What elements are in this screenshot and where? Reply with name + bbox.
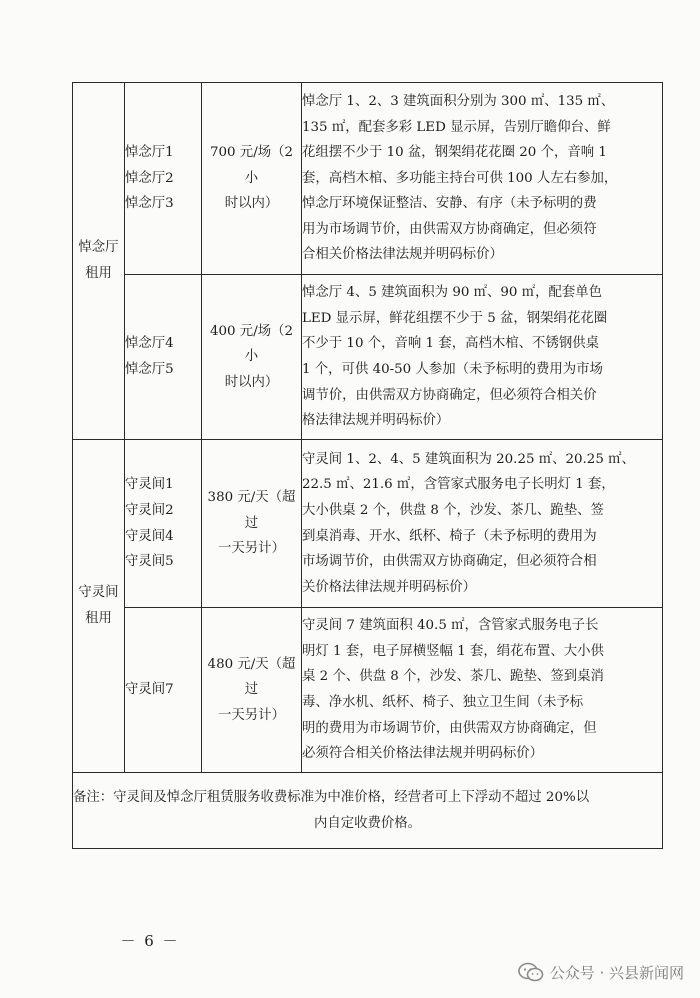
note-row	[73, 773, 663, 849]
watermark	[518, 957, 684, 987]
table-row	[73, 608, 663, 773]
description-cell: 守灵间 1、2、4、5 建筑面积为 20.25 ㎡、20.25 ㎡、 22.5 ㎡、21.6 ㎡，含管家式服务电子长明灯 1 套， 大小供桌 2 个，供盘 8 个，沙发、茶几、跪垫、签 到桌消毒、开水、纸杯、椅子（未予标明的费用为 市场调节价，由供需双方协商确定，但必须符合相 关价格法律法规并明码标价）	[302, 440, 663, 608]
table-row	[73, 275, 663, 440]
hall-names-cell: 守灵间7	[125, 608, 202, 773]
hall-names-cell: 守灵间1 守灵间2 守灵间4 守灵间5	[125, 440, 202, 608]
description-cell: 悼念厅 4、5 建筑面积为 90 ㎡、90 ㎡，配套单色 LED 显示屏，鲜花组摆不少于 5 盆，钢架绢花花圈 不少于 10 个，音响 1 套，高档木棺、不锈钢供桌 1 个，可供 40-50 人参加（未予标明的费用为市场 调节价，由供需双方协商确定，但必须符合相关价 格法律法规并明码标价）	[302, 275, 663, 440]
price-cell: 480 元/天（超过 一天另计）	[202, 608, 302, 773]
table-row	[73, 83, 663, 275]
note-cell: 备注：守灵间及悼念厅租赁服务收费标准为中准价格，经营者可上下浮动不超过 20%以 内自定收费价格。	[73, 773, 663, 849]
price-cell: 700 元/场（2 小 时以内）	[202, 83, 302, 275]
table-row	[73, 440, 663, 608]
description-cell: 悼念厅 1、2、3 建筑面积分别为 300 ㎡、135 ㎡、 135 ㎡，配套多彩 LED 显示屏，告别厅瞻仰台、鲜 花组摆不少于 10 盆，钢架绢花花圈 20 个，音响 1 套，高档木棺、多功能主持台可供 100 人左右参加， 悼念厅环境保证整洁、安静、有序（未予标明的费 用为市场调节价，由供需双方协商确定，但必须符 合相关价格法律法规并明码标价）	[302, 83, 663, 275]
page-number: － 6 －	[120, 932, 180, 950]
price-cell: 380 元/天（超过 一天另计）	[202, 440, 302, 608]
fee-table	[72, 82, 663, 849]
watermark-text: 公众号 · 兴县新闻网	[549, 963, 684, 982]
hall-names-cell: 悼念厅1 悼念厅2 悼念厅3	[125, 83, 202, 275]
hall-names-cell: 悼念厅4 悼念厅5	[125, 275, 202, 440]
category-cell: 守灵间 租用	[73, 440, 125, 773]
wechat-icon	[518, 962, 544, 982]
description-cell: 守灵间 7 建筑面积 40.5 ㎡，含管家式服务电子长 明灯 1 套，电子屏横竖幅 1 套，绢花布置、大小供 桌 2 个、供盘 8 个，沙发、茶几、跪垫、签到桌消 毒、净水机、纸杯、椅子、独立卫生间（未予标 明的费用为市场调节价，由供需双方协商确定，但 必须符合相关价格法律法规并明码标价）	[302, 608, 663, 773]
category-cell: 悼念厅 租用	[73, 83, 125, 440]
price-cell: 400 元/场（2 小 时以内）	[202, 275, 302, 440]
